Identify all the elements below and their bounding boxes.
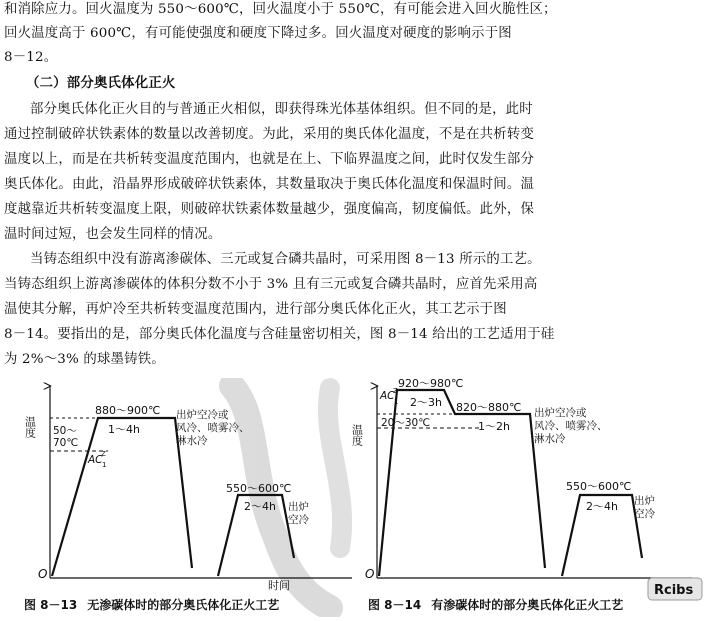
text-line: 和消除应力。回火温度为 550～600℃，回火温度小于 550℃，有可能会进入回火脆性区； (4, 2, 557, 17)
caption-fig-8-14 (368, 596, 633, 613)
text-line: 度越靠近共析转变温度上限，则破碎状铁素体数量越少，强度偏高，韧度偏低。此外，保 (4, 202, 535, 217)
origin-label: O (365, 567, 375, 581)
cool1-text: 淋水冷 (176, 435, 208, 447)
offset-label: 20～30℃ (381, 417, 431, 429)
caption-number: 图 8－13 (24, 598, 78, 612)
ac1-sub: 1 (394, 398, 399, 406)
ac1-sup: Z (393, 387, 398, 395)
offset-label: 50～ (53, 425, 77, 437)
text-line: 通过控制破碎状铁素体的数量以改善韧度。为此，采用的奥氏体化温度，不是在共析转变 (4, 127, 535, 142)
cool1-text: 出炉空冷或 (534, 407, 587, 419)
cool2-text: 出炉 (634, 495, 655, 507)
hold2-time: 2～4h (586, 500, 618, 513)
figure-8-13 (24, 386, 353, 581)
text-line: 8－14。要指出的是，部分奥氏体化温度与含硅量密切相关，图 8－14 给出的工艺适用于硅 (4, 327, 555, 342)
ac1-label: AC (88, 454, 103, 466)
y-axis-label: 温度 (23, 416, 37, 438)
section-heading: （二）部分奥氏体化正火 (26, 76, 176, 91)
cool1-text: 风冷、喷雾冷、 (534, 420, 608, 432)
caption-text: 有渗碳体时的部分奥氏体化正火工艺 (431, 598, 624, 612)
hold2-temp: 550～600℃ (226, 482, 292, 495)
figures (0, 378, 706, 617)
text-line: 当铸态组织中没有游离渗碳体、三元或复合磷共晶时，可采用图 8－13 所示的工艺。 (30, 252, 541, 267)
cool2-text: 空冷 (634, 508, 655, 520)
text-line: 8－12。 (4, 50, 58, 65)
cool2-text: 出炉 (288, 501, 309, 513)
origin-label: O (38, 567, 48, 581)
process-diagrams (0, 378, 706, 617)
text-line: 温使其分解，再炉冷至共析转变温度范围内，进行部分奥氏体化正火，其工艺示于图 (4, 302, 507, 317)
ac1-label: AC (380, 390, 395, 402)
cool2-text: 空冷 (288, 514, 309, 526)
hold2-time: 2～4h (244, 500, 276, 513)
text-line: 温度以上，而是在共析转变温度范围内，也就是在上、下临界温度之间，此时仅发生部分 (4, 152, 535, 167)
ac1-sup: Z (101, 450, 106, 458)
cool1-text: 淋水冷 (534, 433, 566, 445)
hold1-time: 1～2h (478, 420, 510, 433)
watermark-text: Rcibs (654, 583, 694, 598)
caption-text: 无渗碳体时的部分奥氏体化正火工艺 (87, 598, 280, 612)
watermark-badge (648, 578, 702, 600)
caption-number: 图 8－14 (368, 598, 422, 612)
text-line: 当铸态组织上游离渗碳体的体积分数不小于 3% 且有三元或复合磷共晶时，应首先采用高 (4, 277, 538, 292)
watermark (232, 386, 342, 608)
offset-label: 70℃ (53, 437, 79, 449)
cool1-text: 出炉空冷或 (176, 409, 229, 421)
y-axis-label: 温度 (350, 424, 364, 446)
hold0-temp: 920～980℃ (398, 378, 464, 390)
hold1-temp: 880～900℃ (95, 404, 161, 417)
ac1-sub: 1 (102, 461, 107, 469)
hold0-time: 2～3h (410, 396, 442, 409)
text-line: 温时间过短，也会发生同样的情况。 (4, 227, 222, 242)
text-line: 奥氏体化。由此，沿晶界形成破碎状铁素体，其数量取决于奥氏体化温度和保温时间。温 (4, 177, 535, 192)
cool1-text: 风冷、喷雾冷、 (176, 422, 250, 434)
x-axis-label: 时间 (268, 579, 290, 592)
hold1-time: 1～4h (108, 423, 140, 436)
text-line: 部分奥氏体化正火目的与普通正火相似，即获得珠光体基体组织。但不同的是，此时 (30, 102, 533, 117)
caption-fig-8-13 (24, 596, 289, 613)
hold1-temp: 820～880℃ (456, 401, 522, 414)
text-line: 回火温度高于 600℃，有可能使强度和硬度下降过多。回火温度对硬度的影响示于图 (4, 26, 512, 41)
text-line: 为 2%～3% 的球墨铸铁。 (4, 352, 165, 367)
hold2-temp: 550～600℃ (566, 480, 632, 493)
